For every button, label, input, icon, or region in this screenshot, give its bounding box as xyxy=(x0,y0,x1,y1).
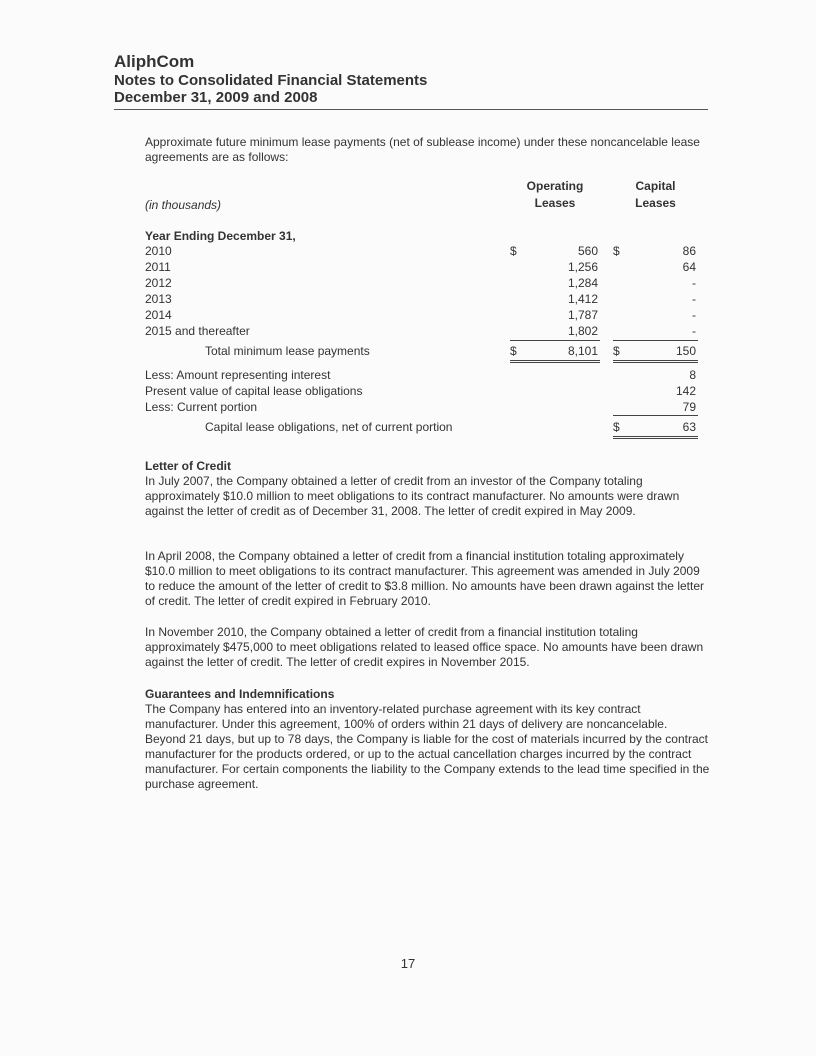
less-current-label: Less: Current portion xyxy=(145,400,258,414)
operating-value: 1,284 xyxy=(567,276,598,290)
table-row xyxy=(145,244,707,259)
less-current-row xyxy=(145,400,707,415)
currency-symbol: $ xyxy=(613,344,620,358)
letter-of-credit-paragraph-2-block xyxy=(145,549,710,609)
year-header: Year Ending December 31, xyxy=(145,229,296,243)
total-double-rule-operating xyxy=(510,360,600,363)
total-label: Total minimum lease payments xyxy=(205,344,370,358)
letter-of-credit-paragraph-3-block xyxy=(145,625,710,670)
document-period: December 31, 2009 and 2008 xyxy=(114,89,318,106)
total-capital: 150 xyxy=(675,344,696,358)
net-double-rule-capital xyxy=(613,436,698,439)
letter-of-credit-paragraph-2: In April 2008, the Company obtained a letter of credit from a financial institution totaling approximately $10.0 million to meet obligations to its contract manufacturer. This agreement was amended in July 2009 to reduce the amount of the letter of credit to $3.8 million. No amounts have been drawn against the letter of credit. The letter of credit expired in February 2010. xyxy=(145,549,704,608)
total-operating: 8,101 xyxy=(567,344,598,358)
present-value-row xyxy=(145,384,707,399)
company-name: AliphCom xyxy=(114,52,195,71)
letter-of-credit-section xyxy=(145,459,710,519)
net-capital: 63 xyxy=(682,420,696,434)
capital-leases-header xyxy=(613,178,698,212)
subtotal-rule-operating xyxy=(510,340,600,341)
letter-of-credit-title: Letter of Credit xyxy=(145,459,232,473)
net-row xyxy=(145,420,707,435)
capital-value: - xyxy=(692,292,696,306)
row-label: 2010 xyxy=(145,244,172,258)
page-header xyxy=(114,52,708,110)
currency-symbol: $ xyxy=(613,244,620,258)
capital-value: - xyxy=(692,276,696,290)
subtotal-rule-capital xyxy=(613,340,698,341)
operating-value: 1,256 xyxy=(567,260,598,274)
less-interest-row xyxy=(145,368,707,383)
capital-value: - xyxy=(692,308,696,322)
capital-header-line1: Capital xyxy=(635,179,676,193)
table-row xyxy=(145,292,707,307)
present-value-capital: 142 xyxy=(675,384,696,398)
intro-paragraph: Approximate future minimum lease payments (net of sublease income) under these noncancelable lease agreements are as follows: xyxy=(145,135,700,164)
currency-symbol: $ xyxy=(510,244,517,258)
currency-symbol: $ xyxy=(613,420,620,434)
currency-symbol: $ xyxy=(510,344,517,358)
less-interest-label: Less: Amount representing interest xyxy=(145,368,331,382)
unit-label: (in thousands) xyxy=(145,198,222,212)
table-row xyxy=(145,324,707,339)
page-number: 17 xyxy=(400,956,416,971)
year-header-row xyxy=(145,229,707,244)
less-interest-capital: 8 xyxy=(689,368,696,382)
header-rule xyxy=(114,109,708,110)
table-row xyxy=(145,276,707,291)
capital-value: 86 xyxy=(682,244,696,258)
row-label: 2015 and thereafter xyxy=(145,324,250,338)
operating-leases-header xyxy=(510,178,600,212)
operating-value: 1,412 xyxy=(567,292,598,306)
row-label: 2011 xyxy=(145,260,171,274)
operating-value: 560 xyxy=(577,244,598,258)
net-rule-capital xyxy=(613,415,698,416)
letter-of-credit-paragraph-3: In November 2010, the Company obtained a letter of credit from a financial institution totaling approximately $475,000 to meet obligations related to leased office space. No amounts have been drawn against the letter of credit. The letter of credit expires in November 2015. xyxy=(145,625,704,669)
guarantees-paragraph: The Company has entered into an inventory-related purchase agreement with its key contract manufacturer. Under this agreement, 100% of orders within 21 days of delivery are noncancelable. Beyond 21 days, but up to 78 days, the Company is liable for the cost of materials incurred by the contract manufacturer for the products ordered, or up to the actual cancellation charges incurred by the contract manufacturer. For certain components the liability to the Company extends to the lead time specified in the purchase agreement. xyxy=(145,702,710,791)
net-label: Capital lease obligations, net of current portion xyxy=(205,420,453,434)
operating-value: 1,802 xyxy=(567,324,598,338)
capital-value: 64 xyxy=(682,260,696,274)
row-label: 2013 xyxy=(145,292,172,306)
guarantees-title: Guarantees and Indemnifications xyxy=(145,687,335,701)
capital-value: - xyxy=(692,324,696,338)
less-current-capital: 79 xyxy=(682,400,696,414)
document-title: Notes to Consolidated Financial Statements xyxy=(114,72,428,89)
table-row xyxy=(145,308,707,323)
guarantees-section xyxy=(145,687,710,792)
operating-value: 1,787 xyxy=(567,308,598,322)
letter-of-credit-paragraph-1: In July 2007, the Company obtained a letter of credit from an investor of the Company totaling approximately $10.0 million to meet obligations to its contract manufacturer. No amounts were drawn against the letter of credit as of December 31, 2008. The letter of credit expired in May 2009. xyxy=(145,474,680,518)
table-row xyxy=(145,260,707,275)
row-label: 2012 xyxy=(145,276,172,290)
capital-header-line2: Leases xyxy=(635,196,676,210)
row-label: 2014 xyxy=(145,308,172,322)
operating-header-line1: Operating xyxy=(526,179,584,193)
present-value-label: Present value of capital lease obligations xyxy=(145,384,363,398)
total-row xyxy=(145,344,707,359)
total-double-rule-capital xyxy=(613,360,698,363)
operating-header-line2: Leases xyxy=(534,196,576,210)
